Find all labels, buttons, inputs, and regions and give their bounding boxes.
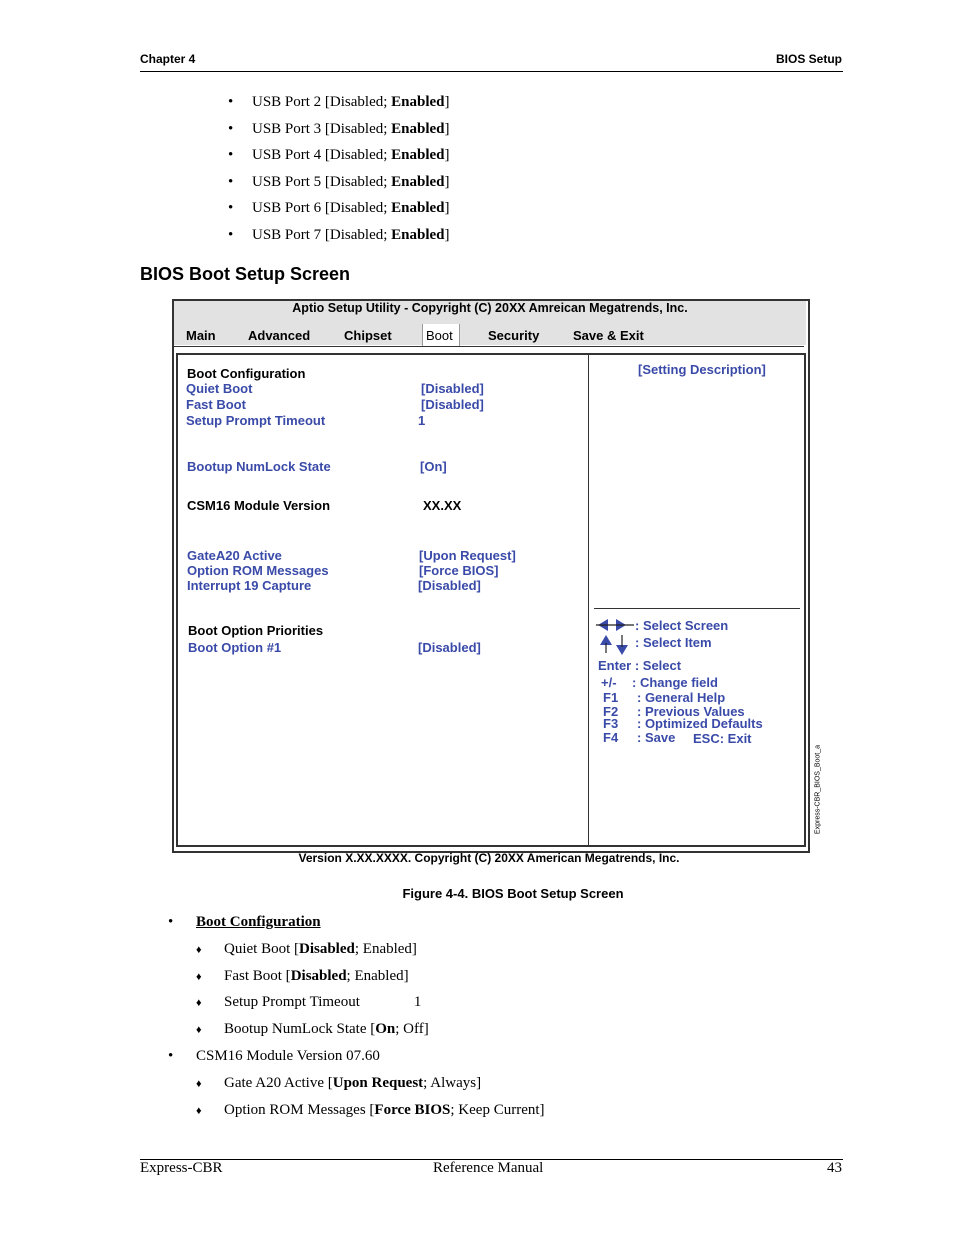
numlock-label[interactable]: Bootup NumLock State xyxy=(187,459,331,474)
help-previous-values: : Previous Values xyxy=(637,704,745,719)
help-save: : Save xyxy=(637,730,676,745)
gatea20-label[interactable]: GateA20 Active xyxy=(187,548,282,563)
list-item: ♦ Fast Boot [Disabled; Enabled] xyxy=(196,968,409,984)
list-item: • USB Port 6 [Disabled; Enabled] xyxy=(228,200,450,216)
boot-option-1-label[interactable]: Boot Option #1 xyxy=(188,640,282,655)
help-enter: Enter : Select xyxy=(598,658,682,673)
fast-boot-value[interactable]: [Disabled] xyxy=(421,397,484,412)
bios-version-footer: Version X.XX.XXXX. Copyright (C) 20XX American Megatrends, Inc. xyxy=(298,851,680,865)
arrow-keys-icon xyxy=(596,617,636,657)
option-rom-value[interactable]: [Force BIOS] xyxy=(419,563,499,578)
int19-label[interactable]: Interrupt 19 Capture xyxy=(187,578,312,593)
page-number: 43 xyxy=(827,1160,842,1176)
help-plusminus-key: +/- xyxy=(601,675,617,690)
tab-bar-rule xyxy=(174,346,804,347)
help-f3-key: F3 xyxy=(603,716,619,731)
tab-advanced[interactable]: Advanced xyxy=(248,328,311,343)
boot-option-1-value[interactable]: [Disabled] xyxy=(418,640,481,655)
help-esc-exit: ESC: Exit xyxy=(693,731,752,746)
chapter-label: Chapter 4 xyxy=(140,52,196,66)
csm16-value: XX.XX xyxy=(423,498,462,513)
figure-side-label: Express-CBR_BIOS_Boot_a xyxy=(814,744,822,835)
bios-title: Aptio Setup Utility - Copyright (C) 20XX Amreican Megatrends, Inc. xyxy=(292,301,688,315)
fast-boot-label[interactable]: Fast Boot xyxy=(186,397,246,412)
list-item: • USB Port 5 [Disabled; Enabled] xyxy=(228,174,450,190)
tab-main[interactable]: Main xyxy=(186,328,216,343)
gatea20-value[interactable]: [Upon Request] xyxy=(419,548,516,563)
help-f1-key: F1 xyxy=(603,690,619,705)
section-title: BIOS Boot Setup Screen xyxy=(140,264,351,284)
list-item: ♦ Gate A20 Active [Upon Request; Always] xyxy=(196,1075,482,1091)
figure-caption: Figure 4-4. BIOS Boot Setup Screen xyxy=(402,886,624,901)
help-f2-key: F2 xyxy=(603,704,619,719)
tab-security[interactable]: Security xyxy=(488,328,540,343)
footer-product: Express-CBR xyxy=(140,1160,223,1176)
boot-configuration-heading: Boot Configuration xyxy=(187,366,306,381)
tab-boot[interactable]: Boot xyxy=(426,328,453,343)
csm16-label: CSM16 Module Version xyxy=(187,498,331,513)
int19-value[interactable]: [Disabled] xyxy=(418,578,481,593)
boot-priorities-heading: Boot Option Priorities xyxy=(188,623,324,638)
panel-divider xyxy=(588,355,589,845)
list-item: • CSM16 Module Version 07.60 xyxy=(168,1048,380,1064)
list-item: • USB Port 4 [Disabled; Enabled] xyxy=(228,147,450,163)
list-item: ♦ Bootup NumLock State [On; Off] xyxy=(196,1021,429,1037)
help-change-field: : Change field xyxy=(632,675,718,690)
setting-description: [Setting Description] xyxy=(638,362,766,377)
list-item: ♦ Setup Prompt Timeout 1 xyxy=(196,994,422,1010)
footer-manual: Reference Manual xyxy=(433,1160,544,1176)
section-label: BIOS Setup xyxy=(775,52,842,66)
help-f4-key: F4 xyxy=(603,730,619,745)
help-general-help: : General Help xyxy=(637,690,726,705)
numlock-value[interactable]: [On] xyxy=(420,459,447,474)
list-item: ♦ Option ROM Messages [Force BIOS; Keep Current] xyxy=(196,1102,545,1118)
list-item: • Boot Configuration xyxy=(168,914,321,930)
quiet-boot-label[interactable]: Quiet Boot xyxy=(186,381,253,396)
list-item: • USB Port 7 [Disabled; Enabled] xyxy=(228,227,450,243)
option-rom-label[interactable]: Option ROM Messages xyxy=(187,563,329,578)
setup-prompt-label[interactable]: Setup Prompt Timeout xyxy=(186,413,326,428)
tab-chipset[interactable]: Chipset xyxy=(344,328,392,343)
list-item: • USB Port 2 [Disabled; Enabled] xyxy=(228,94,450,110)
help-select-item: : Select Item xyxy=(635,635,712,650)
list-item: • USB Port 3 [Disabled; Enabled] xyxy=(228,121,450,137)
help-divider xyxy=(594,608,800,609)
list-item: ♦ Quiet Boot [Disabled; Enabled] xyxy=(196,941,417,957)
help-select-screen: : Select Screen xyxy=(635,618,729,633)
tab-save-exit[interactable]: Save & Exit xyxy=(573,328,644,343)
help-optimized-defaults: : Optimized Defaults xyxy=(637,716,763,731)
setup-prompt-value[interactable]: 1 xyxy=(418,413,426,428)
header-rule xyxy=(140,71,843,72)
quiet-boot-value[interactable]: [Disabled] xyxy=(421,381,484,396)
